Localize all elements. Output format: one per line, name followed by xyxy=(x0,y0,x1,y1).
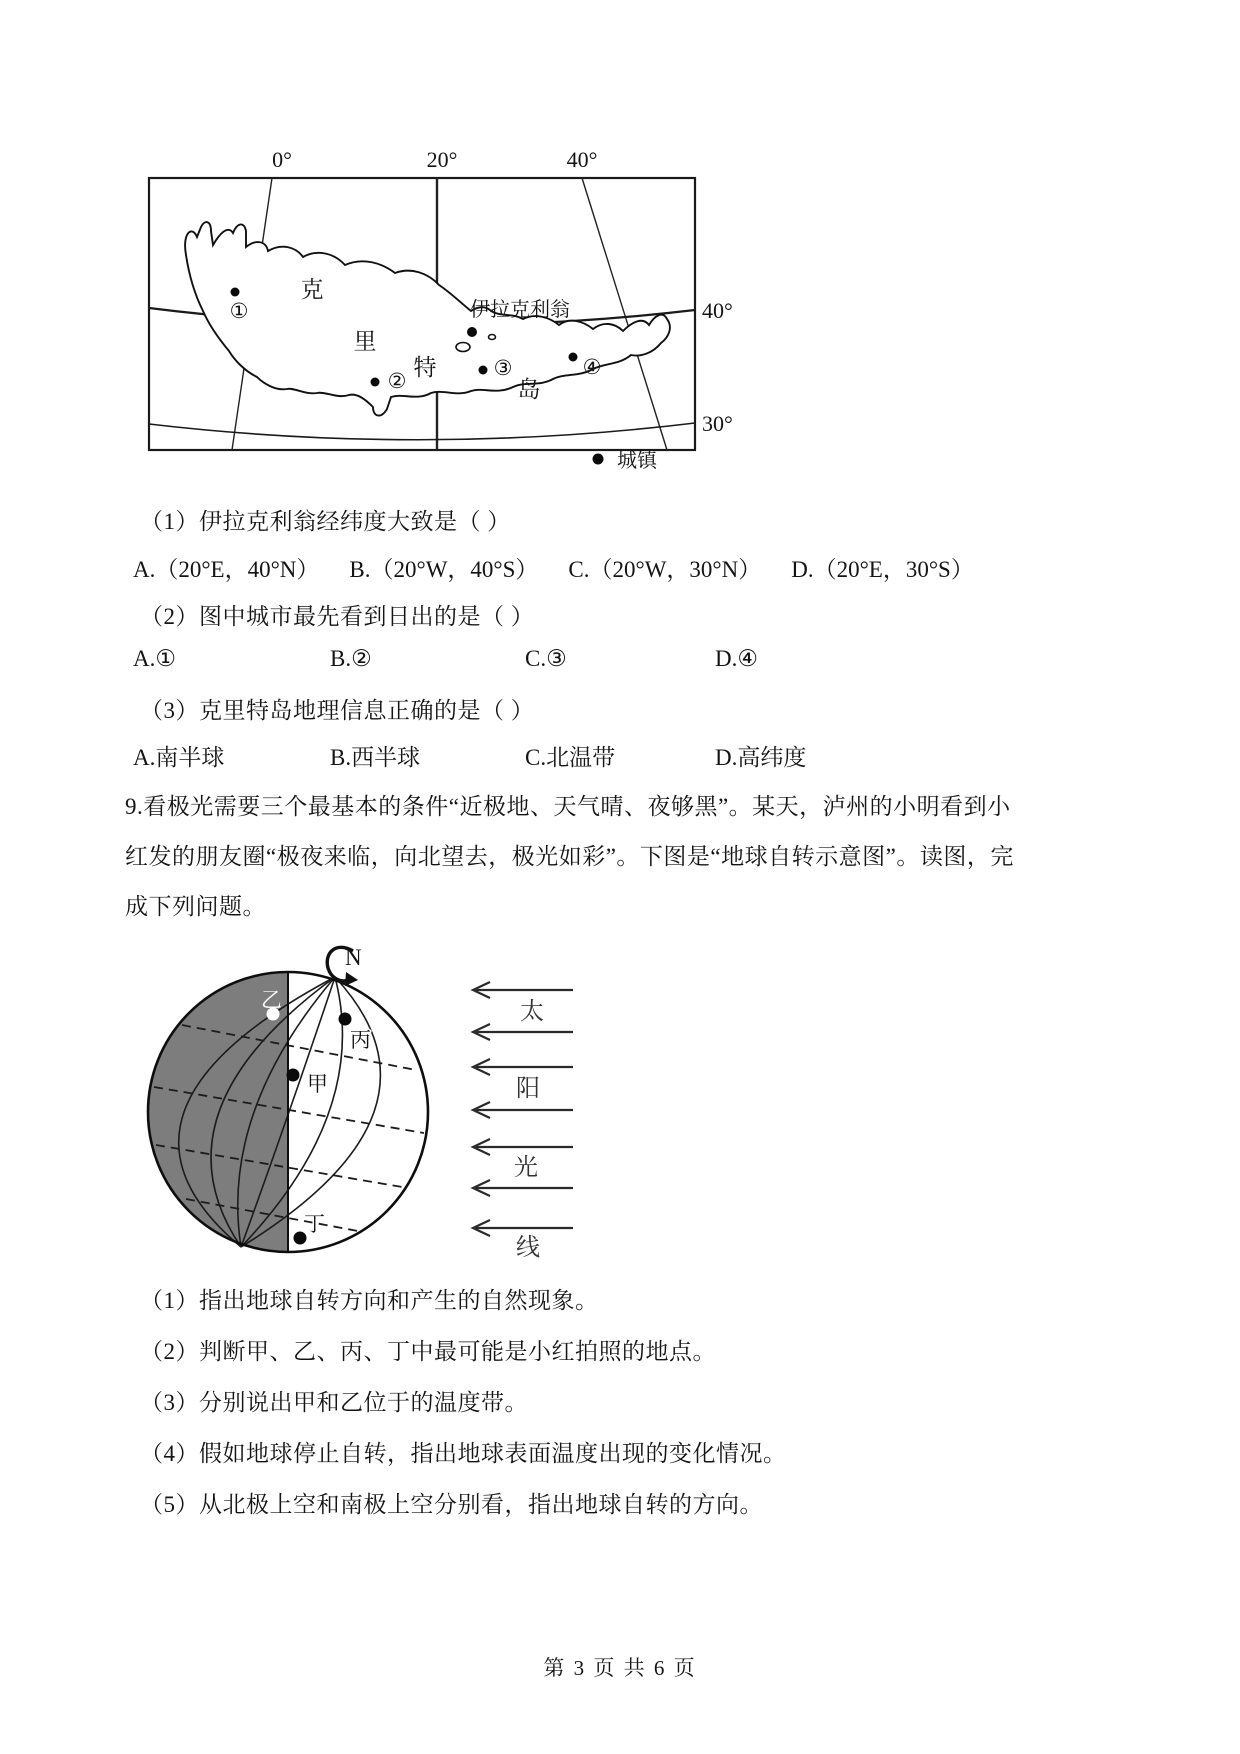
legend-town-dot xyxy=(593,454,604,465)
q8-sub2-label: （2）图中城市最先看到日出的是（ ） xyxy=(140,604,535,629)
lon-tick-20: 20° xyxy=(426,147,458,172)
island-name-char: 克 xyxy=(300,277,324,302)
sun-ray-arrow xyxy=(473,1024,573,1040)
heraklion-label: 伊拉克利翁 xyxy=(470,299,570,321)
option-c: C.（20°W，30°N） xyxy=(568,557,762,582)
lon-tick-0: 0° xyxy=(272,147,292,172)
sun-ray-arrow xyxy=(473,1139,573,1155)
island-name-char: 岛 xyxy=(517,377,541,402)
sunlight-char-2: 阳 xyxy=(516,1076,540,1102)
option-a: A.① xyxy=(133,646,176,671)
sun-ray-arrow xyxy=(473,982,573,998)
option-b: B.（20°W，40°S） xyxy=(349,557,539,582)
q9-sub-3: （3）分别说出甲和乙位于的温度带。 xyxy=(140,1390,528,1415)
sun-ray-arrow xyxy=(473,1059,573,1075)
lat-tick-40: 40° xyxy=(702,298,733,323)
crete-map-figure xyxy=(140,135,740,480)
island-name-char: 特 xyxy=(413,355,437,380)
islet xyxy=(456,343,470,352)
q8-sub1-label: （1）伊拉克利翁经纬度大致是（ ） xyxy=(140,509,511,534)
point-bing-dot xyxy=(339,1013,352,1026)
q9-intro-line-3: 成下列问题。 xyxy=(125,894,266,919)
option-d: D.④ xyxy=(715,646,758,671)
city-dot-4 xyxy=(569,353,578,362)
islet xyxy=(489,335,496,340)
point-marker-4: ④ xyxy=(582,355,602,379)
q9-sub-1: （1）指出地球自转方向和产生的自然现象。 xyxy=(140,1288,599,1313)
sun-ray-arrow xyxy=(473,1180,573,1196)
option-d: D.高纬度 xyxy=(715,745,807,770)
lon-tick-40: 40° xyxy=(566,147,598,172)
point-jia-label: 甲 xyxy=(307,1072,328,1096)
q9-sub-4: （4）假如地球停止自转，指出地球表面温度出现的变化情况。 xyxy=(140,1441,787,1466)
sunlight-char-3: 光 xyxy=(514,1155,538,1181)
page-number-footer: 第 3 页 共 6 页 xyxy=(543,1656,697,1680)
option-b: B.西半球 xyxy=(330,745,421,770)
point-jia-dot xyxy=(287,1069,300,1082)
q9-intro-line-2: 红发的朋友圈“极夜来临，向北望去，极光如彩”。下图是“地球自转示意图”。读图，完 xyxy=(125,844,1014,869)
city-dot-3 xyxy=(479,366,488,375)
option-c: C.北温带 xyxy=(525,745,616,770)
option-b: B.② xyxy=(330,646,372,671)
point-bing-label: 丙 xyxy=(350,1028,371,1052)
option-a: A.南半球 xyxy=(133,745,225,770)
option-c: C.③ xyxy=(525,646,567,671)
q9-intro xyxy=(125,782,1125,932)
sun-ray-arrow xyxy=(473,1102,573,1118)
point-yi-label: 乙 xyxy=(261,988,282,1012)
point-marker-1: ① xyxy=(229,299,249,323)
point-marker-3: ③ xyxy=(493,356,513,380)
sunlight-char-4: 线 xyxy=(516,1235,540,1261)
city-dot-2 xyxy=(371,378,380,387)
q8-sub3-options xyxy=(133,739,933,769)
q9-subquestions xyxy=(140,1282,787,1537)
q9-sub-5: （5）从北极上空和南极上空分别看，指出地球自转的方向。 xyxy=(140,1492,763,1517)
north-pole-label: N xyxy=(345,945,362,970)
point-ding-label: 丁 xyxy=(304,1212,325,1236)
q8-sub2-options xyxy=(133,646,933,676)
option-d: D.（20°E，30°S） xyxy=(791,557,974,582)
option-a: A.（20°E，40°N） xyxy=(133,557,320,582)
q8-sub1-options xyxy=(133,551,974,584)
legend-town-label: 城镇 xyxy=(617,450,657,472)
sunlight-char-1: 太 xyxy=(520,999,544,1025)
heraklion-dot xyxy=(467,327,477,337)
earth-rotation-figure xyxy=(140,935,600,1275)
map-legend xyxy=(593,449,660,472)
q9-sub-2: （2）判断甲、乙、丙、丁中最可能是小红拍照的地点。 xyxy=(140,1339,716,1364)
parallel-30n xyxy=(149,423,695,440)
lat-tick-30: 30° xyxy=(702,411,733,436)
point-marker-2: ② xyxy=(387,369,407,393)
q8-sub3-label: （3）克里特岛地理信息正确的是（ ） xyxy=(140,698,535,723)
q9-intro-line-1: 9.看极光需要三个最基本的条件“近极地、天气晴、夜够黑”。某天，泸州的小明看到小 xyxy=(125,794,1011,819)
sun-ray-arrow xyxy=(473,1220,573,1236)
island-name-char: 里 xyxy=(353,329,377,354)
city-dot-1 xyxy=(231,288,240,297)
